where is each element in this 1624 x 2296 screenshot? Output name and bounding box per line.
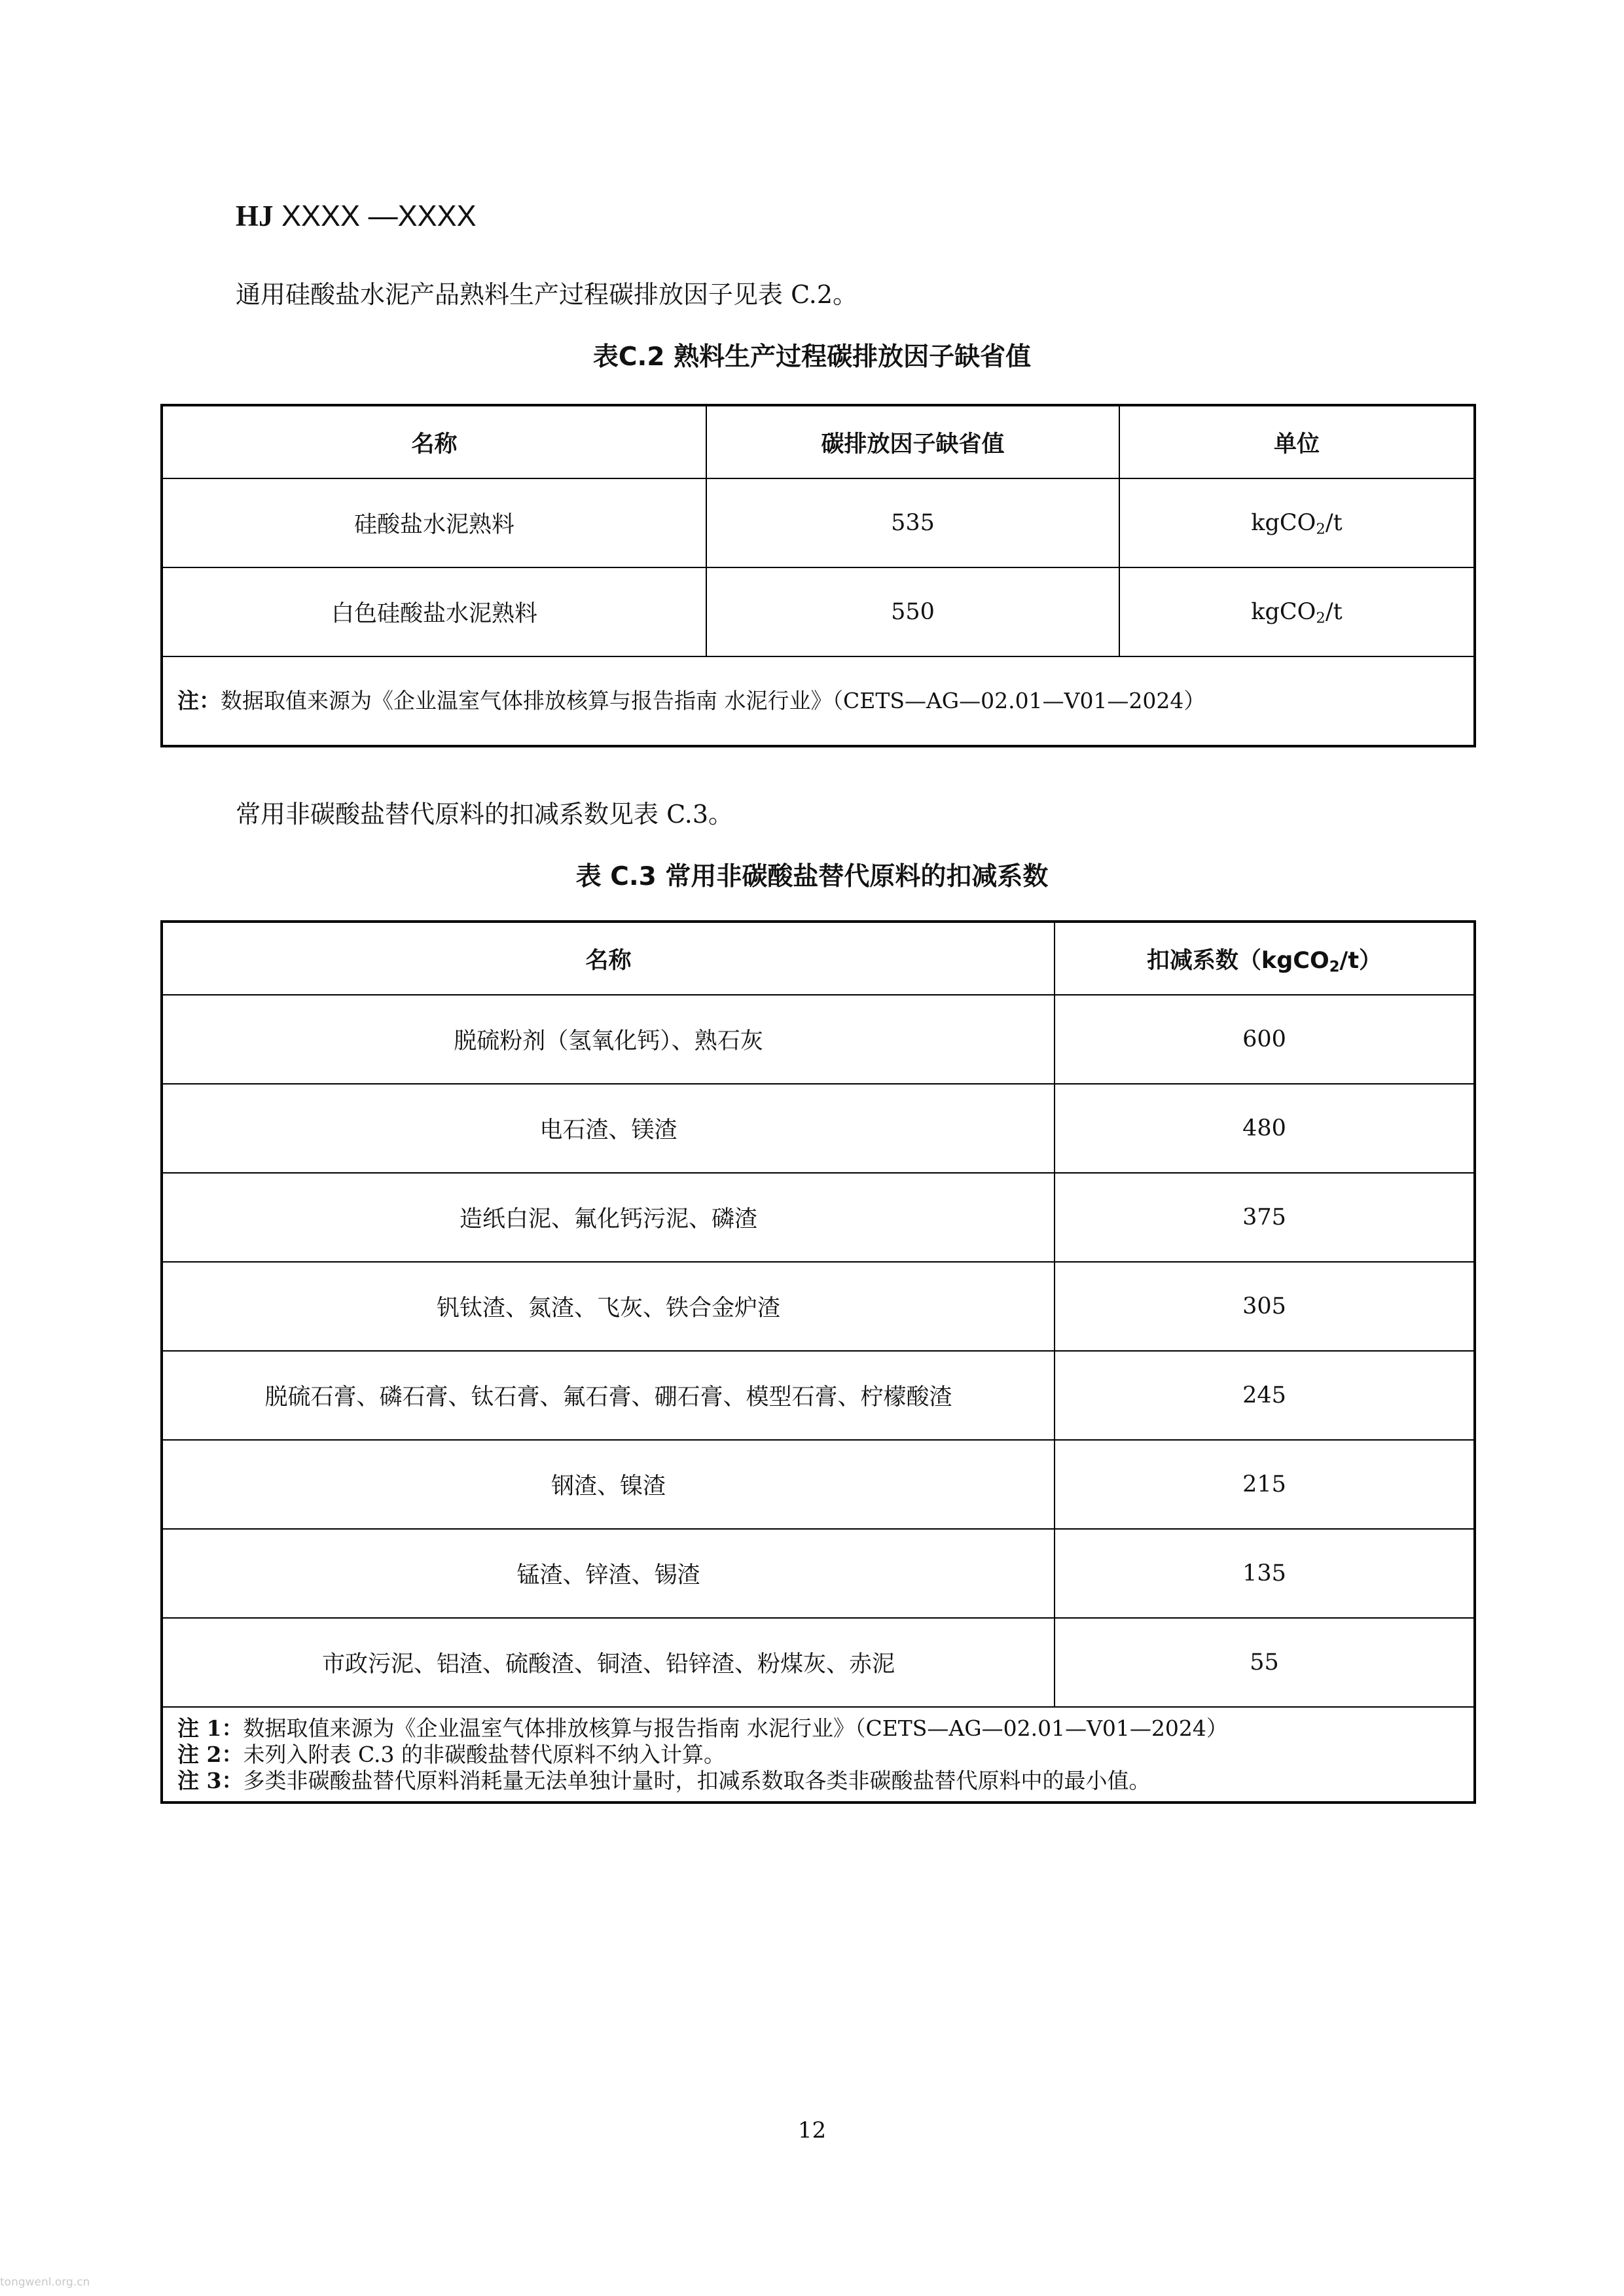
table-c2-note-row [162,656,1475,746]
table-c2-cell-value: 535 [706,478,1119,567]
table-c3-cell-name: 脱硫石膏、磷石膏、钛石膏、氟石膏、硼石膏、模型石膏、柠檬酸渣 [162,1351,1055,1440]
table-row [162,995,1475,1084]
table-c3-caption: 表 C.3 常用非碳酸盐替代原料的扣减系数 [575,862,1049,891]
table-c3-header-name: 名称 [162,922,1055,995]
intro-paragraph-c3: 常用非碳酸盐替代原料的扣减系数见表 C.3。 [236,800,734,829]
table-c2-cell-name: 硅酸盐水泥熟料 [162,478,706,567]
table-c2-note: 注：数据取值来源为《企业温室气体排放核算与报告指南 水泥行业》（CETS—AG—02.01—V01—2024） [162,656,1475,746]
table-c3-cell-name: 造纸白泥、氟化钙污泥、磷渣 [162,1173,1055,1262]
table-c3-note-row [162,1707,1475,1803]
table-c3-header-value: 扣减系数（kgCO$_2$/t） [1055,922,1475,995]
table-c3-note-1: 注 1：数据取值来源为《企业温室气体排放核算与报告指南 水泥行业》（CETS—AG—02.01—V01—2024） [177,1715,1228,1741]
table-c3-cell-value: 480 [1055,1084,1475,1173]
table-c2-cell-unit: kgCO$_2$/t [1119,478,1475,567]
table-row [162,1618,1475,1707]
table-c3-cell-value: 375 [1055,1173,1475,1262]
table-c2-header-name: 名称 [162,405,706,478]
table-c2-header-row [162,405,1475,478]
table-c2-header-unit: 单位 [1119,405,1475,478]
table-c2-cell-value: 550 [706,567,1119,656]
table-c3-cell-value: 135 [1055,1529,1475,1618]
table-row [162,567,1475,656]
table-c3-cell-name: 电石渣、镁渣 [162,1084,1055,1173]
table-c2-header-value: 碳排放因子缺省值 [706,405,1119,478]
table-row [162,1262,1475,1351]
watermark: tongwenl.org.cn [0,2276,90,2289]
table-c2 [160,404,1476,747]
table-row [162,1084,1475,1173]
table-c2-caption: 表C.2 熟料生产过程碳排放因子缺省值 [592,342,1032,372]
table-c3-header-row [162,922,1475,995]
table-c3-cell-value: 305 [1055,1262,1475,1351]
table-c3-cell-name: 钢渣、镍渣 [162,1440,1055,1529]
table-row [162,1351,1475,1440]
table-c3-cell-name: 钒钛渣、氮渣、飞灰、铁合金炉渣 [162,1262,1055,1351]
table-c3-cell-name: 锰渣、锌渣、锡渣 [162,1529,1055,1618]
document-code-prefix: HJ [236,200,274,232]
table-c3-notes [162,1707,1475,1803]
table-c3-cell-value: 55 [1055,1618,1475,1707]
table-c2-cell-name: 白色硅酸盐水泥熟料 [162,567,706,656]
table-row [162,1173,1475,1262]
table-c3-note-3: 注 3：多类非碳酸盐替代原料消耗量无法单独计量时，扣减系数取各类非碳酸盐替代原料中的最小值。 [177,1767,1151,1793]
document-code [236,196,477,236]
document-code-number: XXXX —XXXX [273,199,477,232]
table-row [162,478,1475,567]
table-c3-cell-name: 市政污泥、铝渣、硫酸渣、铜渣、铅锌渣、粉煤灰、赤泥 [162,1618,1055,1707]
table-c3-cell-value: 600 [1055,995,1475,1084]
page-number: 12 [797,2117,827,2144]
intro-paragraph-c2: 通用硅酸盐水泥产品熟料生产过程碳排放因子见表 C.2。 [236,280,858,309]
table-c3-cell-value: 215 [1055,1440,1475,1529]
table-c3-note-2: 注 2：未列入附表 C.3 的非碳酸盐替代原料不纳入计算。 [177,1741,725,1767]
table-row [162,1529,1475,1618]
table-c3-cell-value: 245 [1055,1351,1475,1440]
table-c2-cell-unit: kgCO$_2$/t [1119,567,1475,656]
table-c3-cell-name: 脱硫粉剂（氢氧化钙）、熟石灰 [162,995,1055,1084]
table-row [162,1440,1475,1529]
table-c3 [160,920,1476,1804]
